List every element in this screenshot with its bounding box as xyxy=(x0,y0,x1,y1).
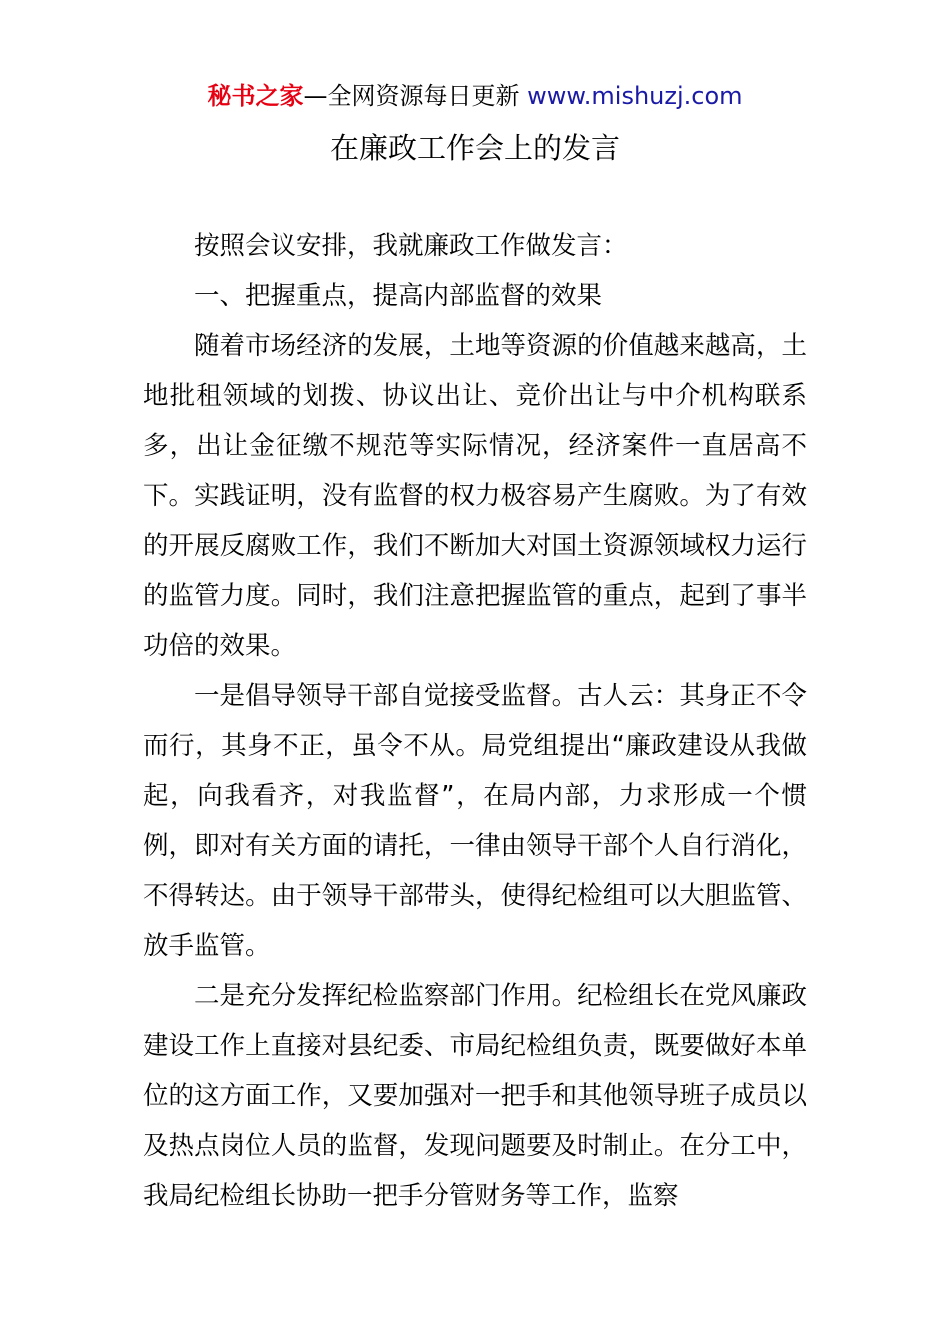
site-brand: 秘书之家 xyxy=(207,82,304,110)
paragraph-intro: 按照会议安排，我就廉政工作做发言： xyxy=(194,231,628,261)
site-tagline: —全网资源每日更新 xyxy=(303,82,528,110)
site-header xyxy=(0,80,950,112)
paragraph: 随着市场经济的发展，土地等资源的价值越来越高，土地批租领域的划拨、协议出让、竞价出让与中介机构联系多，出让金征缴不规范等实际情况，经济案件一直居高不下。实践证明，没有监督的权力极容易产生腐败。为了有效的开展反腐败工作，我们不断加大对国土资源领域权力运行的监管力度。同时，我们注意把握监管的重点，起到了事半功倍的效果。 xyxy=(143,331,807,661)
document-body xyxy=(143,221,807,1221)
site-url-link[interactable]: www.mishuzj.com xyxy=(527,82,743,110)
section-heading: 一、把握重点，提高内部监督的效果 xyxy=(194,281,603,311)
paragraph: 一是倡导领导干部自觉接受监督。古人云：其身正不令而行，其身不正，虽令不从。局党组提出“廉政建设从我做起，向我看齐，对我监督”，在局内部，力求形成一个惯例，即对有关方面的请托，一律由领导干部个人自行消化，不得转达。由于领导干部带头，使得纪检组可以大胆监管、放手监管。 xyxy=(143,681,807,961)
paragraph: 二是充分发挥纪检监察部门作用。纪检组长在党风廉政建设工作上直接对县纪委、市局纪检组负责，既要做好本单位的这方面工作，又要加强对一把手和其他领导班子成员以及热点岗位人员的监督，发现问题要及时制止。在分工中，我局纪检组长协助一把手分管财务等工作，监察 xyxy=(143,981,807,1211)
document-title: 在廉政工作会上的发言 xyxy=(329,131,620,165)
